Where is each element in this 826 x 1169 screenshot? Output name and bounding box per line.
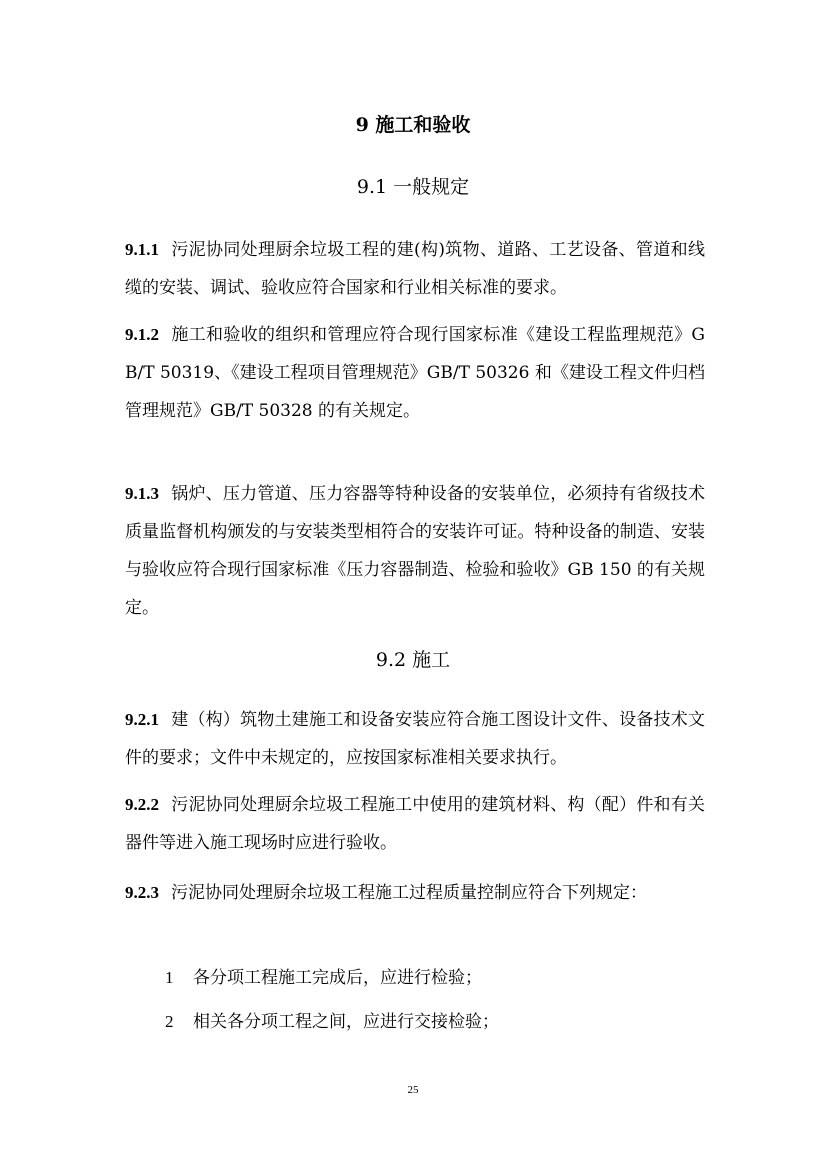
clause-text: 建（构）筑物土建施工和设备安装应符合施工图设计文件、设备技术文件的要求；文件中未规定的，应按国家标准相关要求执行。: [125, 710, 705, 768]
clause-number: 9.2.1: [125, 710, 159, 729]
clause-9-2-1: [125, 701, 705, 777]
list-item-text: 各分项工程施工完成后，应进行检验；: [193, 968, 482, 988]
clause-number: 9.1.1: [125, 240, 159, 259]
clause-text: 污泥协同处理厨余垃圾工程的建(构)筑物、道路、工艺设备、管道和线缆的安装、调试、验收应符合国家和行业相关标准的要求。: [125, 240, 705, 298]
page-number: 25: [407, 1084, 419, 1096]
clause-9-1-3: [125, 475, 705, 627]
clause-number: 9.1.2: [125, 325, 159, 344]
section-title-9-1: 9.1 一般规定: [356, 176, 470, 198]
clause-9-1-1: [125, 231, 705, 307]
clause-number: 9.1.3: [125, 484, 159, 503]
clause-9-1-2: [125, 316, 705, 430]
list-item-number: 2: [165, 1012, 174, 1031]
list-item: [165, 959, 705, 997]
clause-text: 污泥协同处理厨余垃圾工程施工过程质量控制应符合下列规定：: [171, 883, 647, 903]
clause-text: 污泥协同处理厨余垃圾工程施工中使用的建筑材料、构（配）件和有关器件等进入施工现场时应进行验收。: [125, 795, 705, 853]
chapter-title: 9 施工和验收: [355, 114, 471, 136]
clause-text: 施工和验收的组织和管理应符合现行国家标准《建设工程监理规范》GB/T 50319、《建设工程项目管理规范》GB/T 50326 和《建设工程文件归档管理规范》GB/T 50328 的有关规定。: [125, 325, 705, 421]
clause-text: 锅炉、压力管道、压力容器等特种设备的安装单位，必须持有省级技术质量监督机构颁发的与安装类型相符合的安装许可证。特种设备的制造、安装与验收应符合现行国家标准《压力容器制造、检验和验收》GB 150 的有关规定。: [125, 484, 705, 618]
list-item-text: 相关各分项工程之间，应进行交接检验；: [193, 1012, 499, 1032]
section-title-9-2: 9.2 施工: [375, 649, 451, 671]
clause-9-2-2: [125, 786, 705, 862]
clause-number: 9.2.3: [125, 883, 159, 902]
clause-9-2-3: [125, 874, 705, 912]
clause-number: 9.2.2: [125, 795, 159, 814]
list-item: [165, 1003, 705, 1041]
list-item-number: 1: [165, 968, 174, 987]
